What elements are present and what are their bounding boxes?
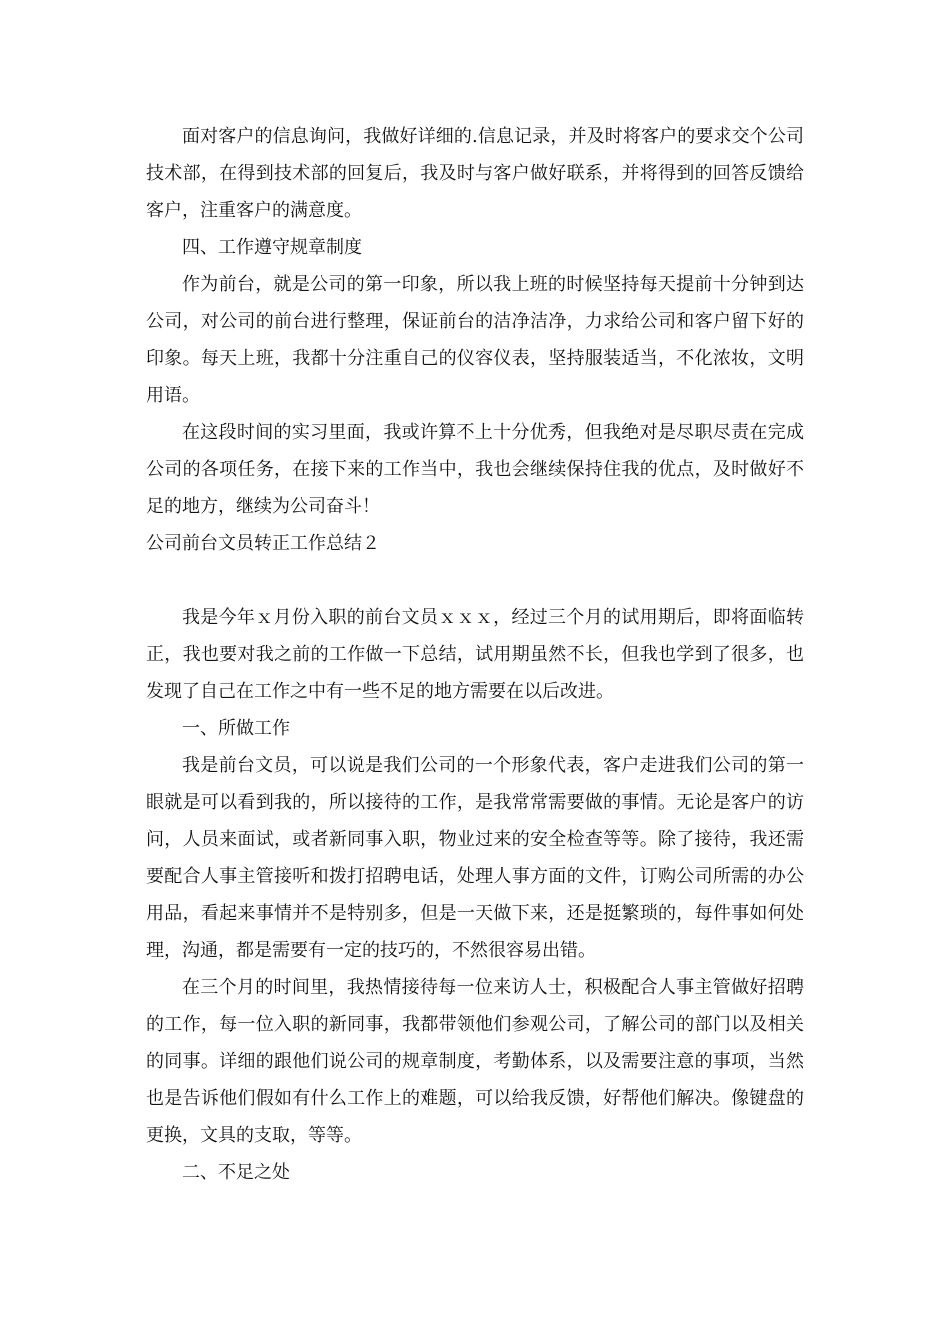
paragraph-internship-summary: 在这段时间的实习里面，我或许算不上十分优秀，但我绝对是尽职尽责在完成公司的各项任务，在接下来的工作当中，我也会继续保持住我的优点，及时做好不足的地方，继续为公司奋斗！ xyxy=(146,422,804,517)
paragraph-three-months: 在三个月的时间里，我热情接待每一位来访人士，积极配合人事主管做好招聘的工作，每一位入职的新同事，我都带领他们参观公司，了解公司的部门以及相关的同事。详细的跟他们说公司的规章制度，考勤体系，以及需要注意的事项，当然也是告诉他们假如有什么工作上的难题，可以给我反馈，好帮他们解决。像键盘的更换，文具的支取，等等。 xyxy=(146,977,804,1146)
document-body xyxy=(146,118,804,1191)
paragraph-intro: 我是今年ｘ月份入职的前台文员ｘｘｘ，经过三个月的试用期后，即将面临转正，我也要对我之前的工作做一下总结，试用期虽然不长，但我也学到了很多，也发现了自己在工作之中有一些不足的地方需要在以后改进。 xyxy=(146,607,804,702)
heading-shortcomings: 二、不足之处 xyxy=(182,1162,290,1183)
blank-line xyxy=(146,562,804,599)
section-title-2: 公司前台文员转正工作总结２ xyxy=(146,533,380,554)
heading-work-done: 一、所做工作 xyxy=(182,718,290,739)
paragraph-front-desk-image: 作为前台，就是公司的第一印象，所以我上班的时候坚持每天提前十分钟到达公司，对公司的前台进行整理，保证前台的洁净洁净，力求给公司和客户留下好的印象。每天上班，我都十分注重自己的仪容仪表，坚持服装适当，不化浓妆，文明用语。 xyxy=(146,274,804,406)
paragraph-duties: 我是前台文员，可以说是我们公司的一个形象代表，客户走进我们公司的第一眼就是可以看到我的，所以接待的工作，是我常常需要做的事情。无论是客户的访问，人员来面试，或者新同事入职，物业过来的安全检查等等。除了接待，我还需要配合人事主管接听和拨打招聘电话，处理人事方面的文件，订购公司所需的办公用品，看起来事情并不是特别多，但是一天做下来，还是挺繁琐的，每件事如何处理，沟通，都是需要有一定的技巧的，不然很容易出错。 xyxy=(146,755,804,961)
heading-rules: 四、工作遵守规章制度 xyxy=(182,237,362,258)
paragraph-customer-inquiry: 面对客户的信息询问，我做好详细的.信息记录，并及时将客户的要求交个公司技术部，在得到技术部的回复后，我及时与客户做好联系，并将得到的回答反馈给客户，注重客户的满意度。 xyxy=(146,126,804,221)
